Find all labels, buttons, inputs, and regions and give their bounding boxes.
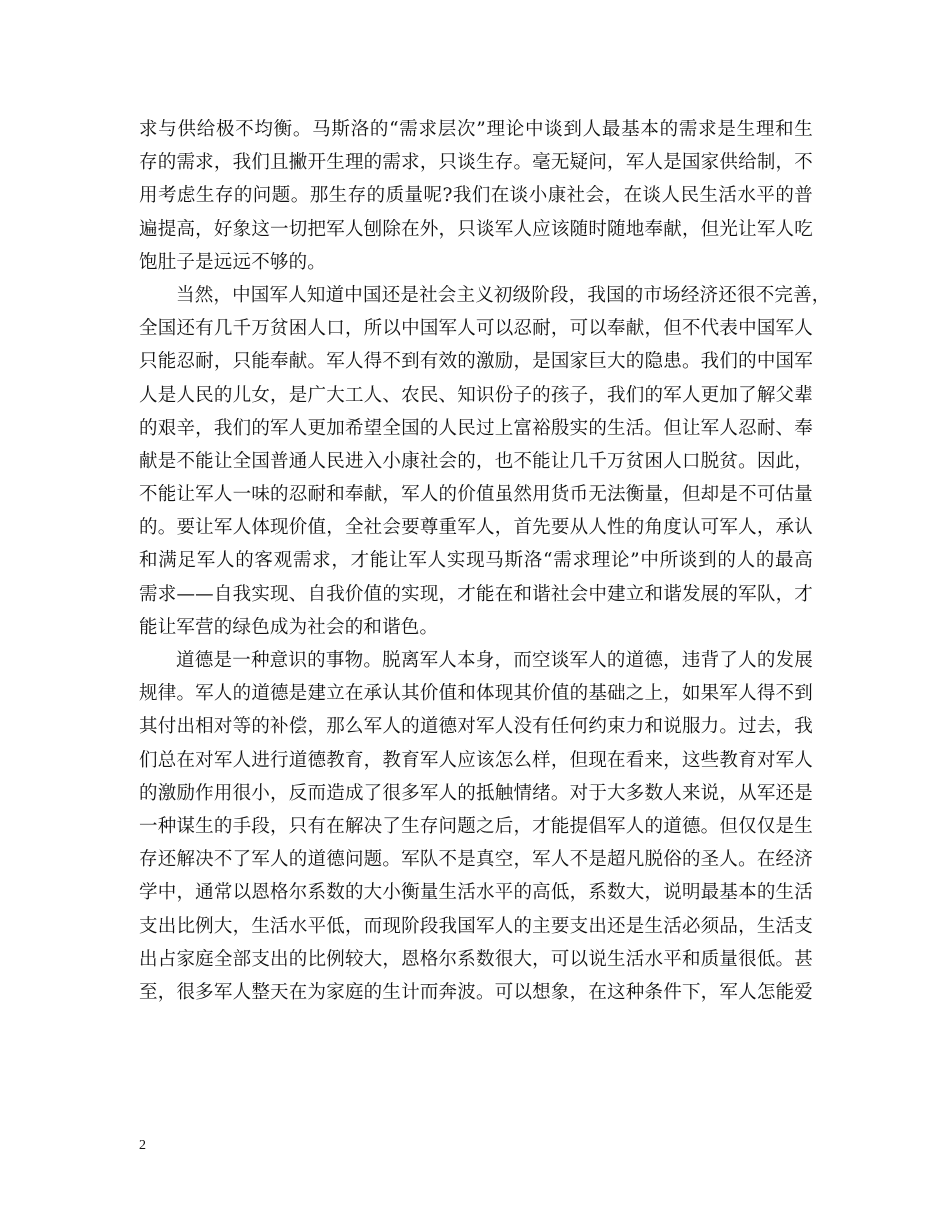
text-line: 存的需求，我们且撇开生理的需求，只谈生存。毫无疑问，军人是国家供给制，不: [139, 152, 813, 174]
text-line: 当然，中国军人知道中国还是社会主义初级阶段，我国的市场经济还很不完善，: [176, 284, 831, 306]
paragraph-1: [139, 113, 813, 279]
page-number: 2: [139, 1138, 146, 1153]
text-line: 出占家庭全部支出的比例较大，恩格尔系数很大，可以说生活水平和质量很低。甚: [139, 948, 813, 970]
paragraph-2: [139, 279, 831, 644]
text-line: 求与供给极不均衡。马斯洛的“需求层次”理论中谈到人最基本的需求是生理和生: [139, 119, 813, 140]
text-line: 饱肚子是远远不够的。: [139, 251, 327, 273]
text-line: 和满足军人的客观需求，才能让军人实现马斯洛“需求理论”中所谈到的人的最高: [139, 550, 813, 572]
text-line: 支出比例大，生活水平低，而现阶段我国军人的主要支出还是生活必须品，生活支: [139, 915, 813, 937]
text-line: 能让军营的绿色成为社会的和谐色。: [139, 616, 439, 638]
text-line: 献是不能让全国普通人民进入小康社会的，也不能让几千万贫困人口脱贫。因此，: [139, 450, 813, 472]
text-line: 们总在对军人进行道德教育，教育军人应该怎么样，但现在看来，这些教育对军人: [139, 749, 813, 771]
text-line: 规律。军人的道德是建立在承认其价值和体现其价值的基础之上，如果军人得不到: [139, 683, 813, 705]
text-line: 需求——自我实现、自我价值的实现，才能在和谐社会中建立和谐发展的军队，才: [139, 583, 813, 605]
text-line: 的艰辛，我们的军人更加希望全国的人民过上富裕殷实的生活。但让军人忍耐、奉: [139, 417, 813, 439]
text-line: 全国还有几千万贫困人口，所以中国军人可以忍耐，可以奉献，但不代表中国军人: [139, 318, 813, 340]
text-line: 的激励作用很小，反而造成了很多军人的抵触情绪。对于大多数人来说，从军还是: [139, 782, 813, 804]
text-line: 不能让军人一味的忍耐和奉献，军人的价值虽然用货币无法衡量，但却是不可估量: [139, 484, 813, 506]
text-line: 道德是一种意识的事物。脱离军人本身，而空谈军人的道德，违背了人的发展: [176, 650, 813, 671]
text-line: 学中，通常以恩格尔系数的大小衡量生活水平的高低，系数大，说明最基本的生活: [139, 882, 813, 904]
body-text: [139, 113, 831, 1009]
text-line: 存还解决不了军人的道德问题。军队不是真空，军人不是超凡脱俗的圣人。在经济: [139, 849, 813, 871]
text-line: 一种谋生的手段，只有在解决了生存问题之后，才能提倡军人的道德。但仅仅是生: [139, 815, 813, 837]
text-line: 其付出相对等的补偿，那么军人的道德对军人没有任何约束力和说服力。过去，我: [139, 716, 813, 738]
text-line: 至，很多军人整天在为家庭的生计而奔波。可以想象，在这种条件下，军人怎能爱: [139, 981, 813, 1003]
text-line: 遍提高，好象这一切把军人刨除在外，只谈军人应该随时随地奉献，但光让军人吃: [139, 218, 813, 240]
text-line: 用考虑生存的问题。那生存的质量呢?我们在谈小康社会，在谈人民生活水平的普: [139, 185, 813, 207]
text-line: 只能忍耐，只能奉献。军人得不到有效的激励，是国家巨大的隐患。我们的中国军: [139, 351, 813, 373]
paragraph-3: [139, 644, 813, 1009]
text-line: 人是人民的儿女，是广大工人、农民、知识份子的孩子，我们的军人更加了解父辈: [139, 384, 813, 406]
text-line: 的。要让军人体现价值，全社会要尊重军人，首先要从人性的角度认可军人，承认: [139, 517, 813, 539]
